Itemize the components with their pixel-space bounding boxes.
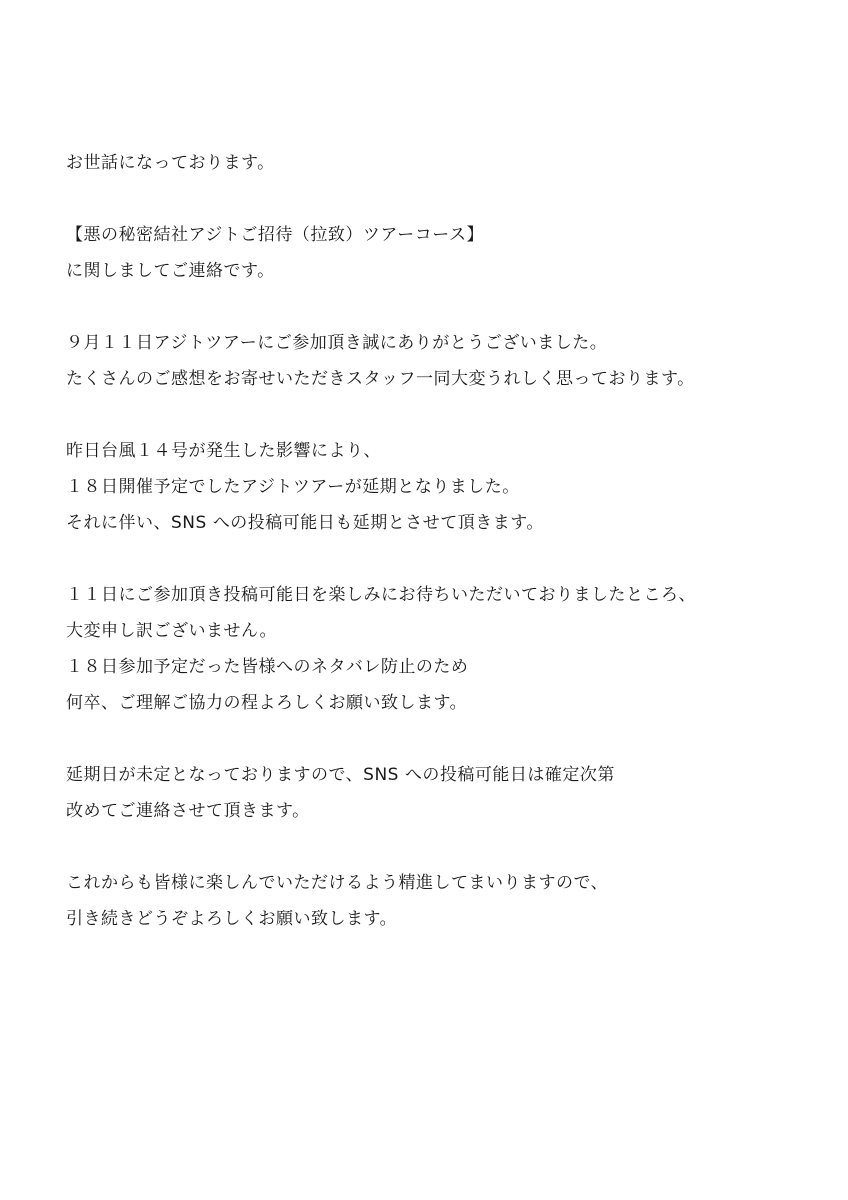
text-line: たくさんのご感想をお寄せいただきスタッフ一同大変うれしく思っております。 [66, 369, 695, 389]
text-line: 延期日が未定となっておりますので、SNS への投稿可能日は確定次第 [66, 765, 615, 785]
paragraph-thanks [66, 325, 826, 397]
paragraph-gap [66, 721, 826, 757]
text-line: それに伴い、SNS への投稿可能日も延期とさせて頂きます。 [66, 513, 544, 533]
text-line: １８日参加予定だった皆様へのネタバレ防止のため [66, 657, 469, 677]
paragraph-apology [66, 577, 826, 721]
paragraph-greeting [66, 145, 826, 181]
text-line: 引き続きどうぞよろしくお願い致します。 [66, 909, 398, 929]
notice-body [66, 145, 826, 937]
paragraph-postponement [66, 433, 826, 541]
paragraph-closing [66, 865, 826, 937]
text-line: に関しましてご連絡です。 [66, 261, 275, 281]
paragraph-gap [66, 397, 826, 433]
paragraph-gap [66, 181, 826, 217]
text-line: 【悪の秘密結社アジトご招待（拉致）ツアーコース】 [66, 225, 484, 245]
paragraph-subject [66, 217, 826, 289]
text-line: 昨日台風１４号が発生した影響により、 [66, 441, 381, 461]
text-line: 大変申し訳ございません。 [66, 621, 278, 641]
text-line: １１日にご参加頂き投稿可能日を楽しみにお待ちいただいておりましたところ、 [66, 585, 696, 605]
text-line: これからも皆様に楽しんでいただけるよう精進してまいりますので、 [66, 873, 609, 893]
paragraph-gap [66, 541, 826, 577]
paragraph-undecided-date [66, 757, 826, 829]
text-line: １８日開催予定でしたアジトツアーが延期となりました。 [66, 477, 520, 497]
text-line: ９月１１日アジトツアーにご参加頂き誠にありがとうございました。 [66, 333, 608, 353]
text-line: お世話になっております。 [66, 153, 275, 173]
paragraph-gap [66, 829, 826, 865]
text-line: 改めてご連絡させて頂きます。 [66, 801, 310, 821]
paragraph-gap [66, 289, 826, 325]
text-line: 何卒、ご理解ご協力の程よろしくお願い致します。 [66, 693, 468, 713]
